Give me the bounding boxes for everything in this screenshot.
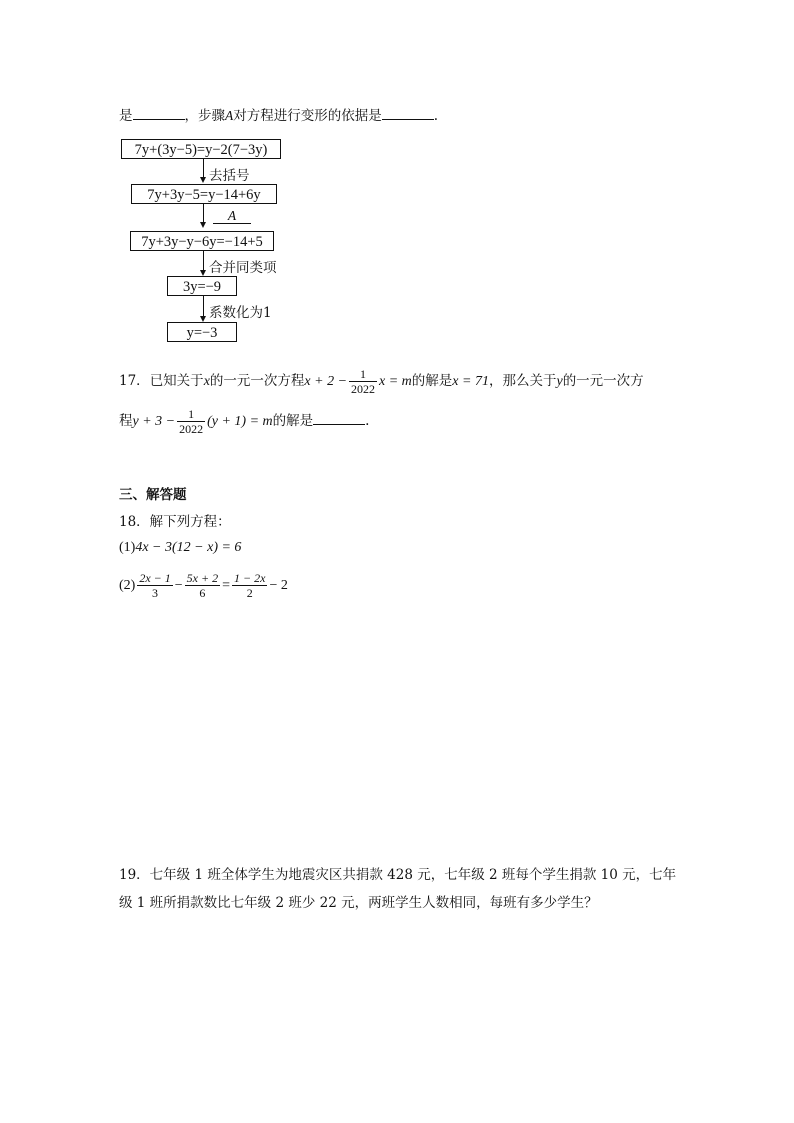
- q17-eq2-left: y + 3 −: [132, 414, 176, 429]
- q18-f3-num: 1 − 2x: [234, 571, 266, 585]
- q18-fraction-3: [232, 571, 267, 600]
- section-title: 三、解答题: [119, 487, 187, 503]
- q18-part-2: [119, 568, 288, 602]
- q18-equals: =: [222, 578, 231, 593]
- q17-fraction-1: [349, 367, 377, 396]
- flow-arrow-2: [203, 204, 204, 224]
- q18-f1-num: 2x − 1: [139, 571, 171, 585]
- q17-text-4: ，那么关于: [488, 373, 557, 389]
- q18-part-1: [119, 539, 241, 556]
- flow-box-4: 3y=−9: [167, 276, 237, 296]
- q18-fraction-2: [185, 571, 220, 600]
- q17-line-2: [119, 406, 369, 436]
- flow-arrow-4: [203, 296, 204, 318]
- flow-step-4: 系数化为1: [209, 305, 272, 321]
- flow-box-1: 7y+(3y−5)=y−2(7−3y): [121, 139, 281, 159]
- flow-box-2: 7y+3y−5=y−14+6y: [131, 184, 277, 204]
- flow-arrow-1: [203, 159, 204, 179]
- q18-f3-den: 2: [246, 586, 253, 600]
- q17-frac2-num: 1: [177, 407, 205, 422]
- flow-arrowhead-1: [200, 177, 206, 183]
- q16-tail-line: [119, 104, 438, 124]
- q16-step-var: A: [225, 108, 234, 123]
- q16-text-1: 是: [119, 108, 133, 124]
- flow-box-5: y=−3: [167, 322, 237, 342]
- q17-frac1-num: 1: [349, 367, 377, 382]
- q18-f2-den: 6: [199, 586, 206, 600]
- q18-p1-label: (1): [119, 540, 136, 555]
- q18-f2-num: 5x + 2: [186, 571, 219, 585]
- q16-answer-blank-2[interactable]: [382, 107, 434, 120]
- q17-text-7: 的解是: [272, 413, 314, 429]
- q16-text-2: ，步骤: [184, 108, 225, 124]
- q17-fraction-2: [177, 407, 205, 436]
- q16-answer-blank-1[interactable]: [133, 107, 185, 120]
- q17-text-6: 程: [119, 413, 133, 429]
- q17-answer-blank[interactable]: [313, 412, 365, 425]
- flow-arrowhead-2: [200, 222, 206, 228]
- q17-number: 17．: [119, 373, 150, 389]
- flow-step-2-label: A: [227, 208, 237, 223]
- q17-eq2-right: (y + 1) = m: [207, 414, 273, 429]
- flow-box-3: 7y+3y−y−6y=−14+5: [130, 231, 274, 251]
- flow-step-1: 去括号: [209, 168, 250, 184]
- q18-title: 18．解下列方程：: [119, 514, 231, 530]
- q18-p1-equation: 4x − 3(12 − x) = 6: [135, 540, 242, 555]
- q17-line-1: [119, 366, 644, 396]
- q17-text-3: 的解是: [411, 373, 453, 389]
- q19-line-2: 级 1 班所捐款数比七年级 2 班少 22 元，两班学生人数相同，每班有多少学生？: [119, 895, 598, 911]
- flow-arrow-3: [203, 251, 204, 272]
- q19-line-1: 19．七年级 1 班全体学生为地震灾区共捐款 428 元，七年级 2 班每个学生捐款 10 元，七年: [119, 867, 677, 883]
- q16-text-4: .: [433, 108, 439, 124]
- q17-frac2-den: 2022: [179, 422, 204, 436]
- q17-var-x: x: [203, 374, 210, 389]
- q18-p2-label: (2): [119, 578, 136, 593]
- q17-text-5: 的一元一次方: [562, 373, 644, 389]
- flow-step-2: [213, 209, 251, 224]
- q18-tail: − 2: [269, 578, 288, 593]
- q17-eq1-right: x = m: [379, 374, 412, 389]
- flow-step-3: 合并同类项: [209, 260, 277, 276]
- q18-fraction-1: [137, 571, 172, 600]
- q17-text-2: 的一元一次方程: [209, 373, 305, 389]
- q18-minus: −: [174, 578, 183, 593]
- q17-text-8: .: [365, 413, 370, 429]
- q16-text-3: 对方程进行变形的依据是: [233, 108, 382, 124]
- q18-f1-den: 3: [152, 586, 159, 600]
- q17-eq1-left: x + 2 −: [304, 374, 348, 389]
- q17-var-y: y: [556, 374, 563, 389]
- q17-solution: x = 71: [452, 374, 489, 389]
- q17-frac1-den: 2022: [351, 382, 376, 396]
- q17-text-1: 已知关于: [149, 373, 204, 389]
